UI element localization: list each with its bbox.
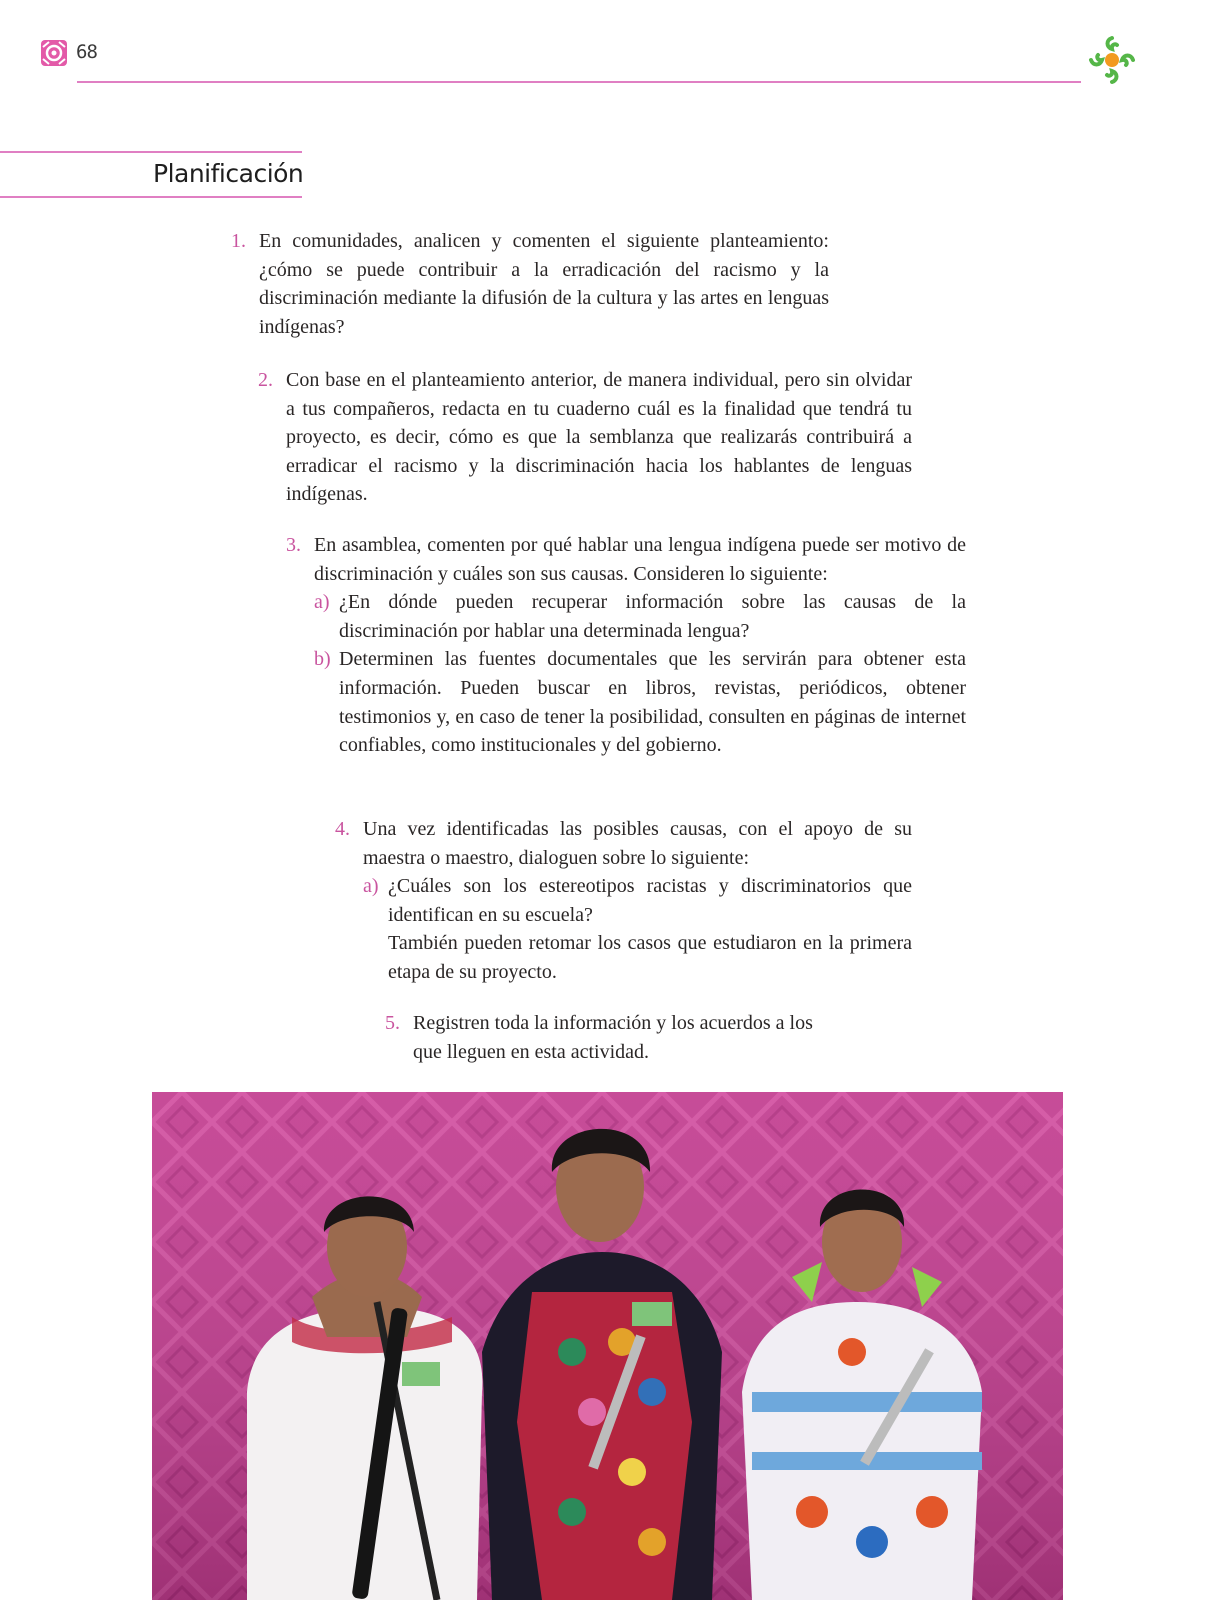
subitem-text: ¿Cuáles son los estereotipos racistas y discriminatorios que identifican en su escuela? — [388, 875, 912, 926]
subitem-letter: a) — [363, 875, 379, 898]
photo-illustration — [152, 1092, 1063, 1600]
subitem-b — [314, 645, 966, 759]
pink-glyph-icon — [40, 39, 68, 67]
item-text: En asamblea, comenten por qué hablar una lengua indígena puede ser motivo de discriminación y cuáles son sus causas. Consideren lo siguiente: — [314, 534, 966, 585]
list-item-4 — [335, 815, 912, 987]
section-title: Planificación — [153, 159, 304, 188]
subitem-text: Determinen las fuentes documentales que les servirán para obtener esta información. Pueden buscar en libros, revistas, periódicos, obtener testimonios y, en caso de tener la posibilidad, consulten en páginas de internet confiables, como institucionales y del gobierno. — [339, 648, 966, 757]
item-number: 5. — [385, 1012, 400, 1034]
list-item-1 — [231, 227, 829, 341]
subitem-a — [363, 872, 912, 986]
subitem-extra-text: También pueden retomar los casos que estudiaron en la primera etapa de su proyecto. — [388, 932, 912, 983]
subitem-text: ¿En dónde pueden recuperar información sobre las causas de la discriminación por hablar una determinada lengua? — [339, 591, 966, 642]
photo-three-girls-with-clarinets — [152, 1092, 1063, 1600]
item-text: Una vez identificadas las posibles causas, con el apoyo de su maestra o maestro, dialoguen sobre lo siguiente: — [363, 818, 912, 869]
subitem-letter: a) — [314, 591, 330, 614]
item-number: 4. — [335, 818, 350, 840]
item-number: 3. — [286, 534, 301, 556]
subitem-letter: b) — [314, 648, 331, 671]
page-number: 68 — [76, 41, 97, 63]
section-rule-bottom — [0, 196, 302, 198]
section-rule-top — [0, 151, 302, 153]
item-text: Registren toda la información y los acuerdos a los que lleguen en esta actividad. — [413, 1012, 813, 1063]
item-text: Con base en el planteamiento anterior, de manera individual, pero sin olvidar a tus compañeros, redacta en tu cuaderno cuál es la finalidad que tendrá tu proyecto, es decir, cómo es que la semblanza que realizarás contribuirá a erradicar el racismo y la discriminación hacia los hablantes de lenguas indígenas. — [286, 369, 912, 506]
header-rule — [77, 81, 1081, 83]
list-item-3 — [286, 531, 966, 760]
list-item-5 — [385, 1009, 836, 1066]
item-text: En comunidades, analicen y comenten el siguiente planteamiento: ¿cómo se puede contribuir a la erradicación del racismo y la discriminación mediante la difusión de la cultura y las artes en lenguas indígenas? — [259, 230, 829, 338]
item-number: 2. — [258, 369, 273, 391]
list-item-2 — [258, 366, 912, 509]
item-number: 1. — [231, 230, 246, 252]
green-orange-flower-logo-icon — [1087, 34, 1137, 86]
subitem-a — [314, 588, 966, 645]
